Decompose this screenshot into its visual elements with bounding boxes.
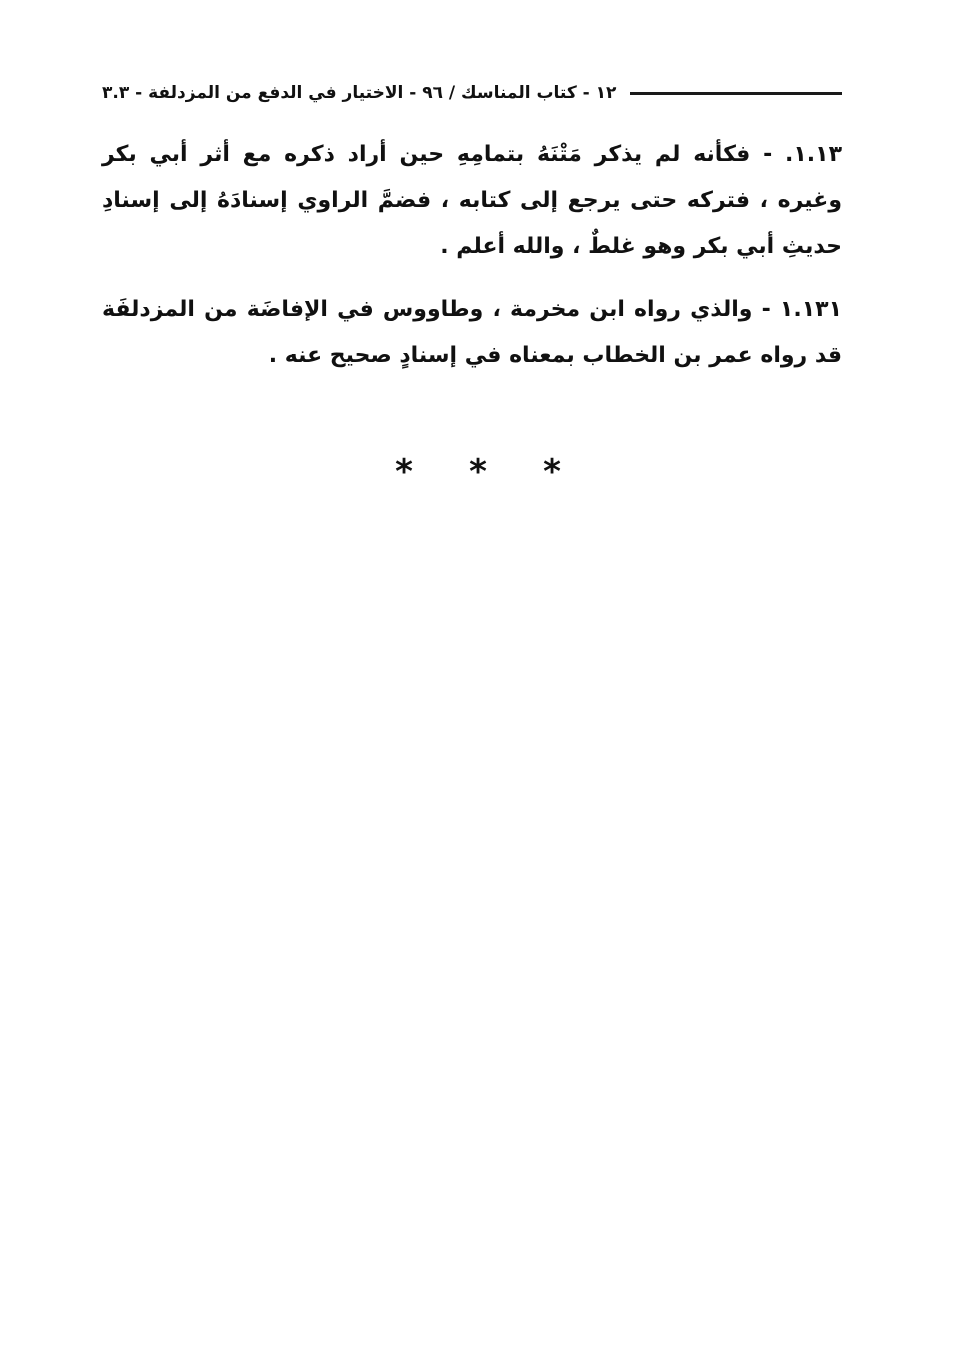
- header-title: ١٢ - كتاب المناسك / ٩٦ - الاختيار في الدفع من المزدلفة - ٣.٣: [102, 82, 617, 103]
- section-separator: [0, 450, 956, 494]
- header-rule: [630, 92, 842, 95]
- running-header: [102, 78, 842, 108]
- paragraph-1: ١.١٣. - فكأنه لم يذكر مَتْنَهُ بتمامِهِ حين أراد ذكره مع أثر أبي بكر وغيره ، فتركه حتى يرجع إلى كتابه ، فضمَّ الراوي إسنادَهُ إلى إسنادِ حديثِ أبي بكر وهو غلطٌ ، والله أعلم .: [102, 142, 842, 259]
- paragraph-2: ١.١٣١ - والذي رواه ابن مخرمة ، وطاووس في الإفاضَة من المزدلفَة قد رواه عمر بن الخطاب بمعناه في إسنادٍ صحيح عنه .: [102, 297, 842, 368]
- separator-star: *: [395, 452, 413, 492]
- separator-star: *: [469, 452, 487, 492]
- separator-star: *: [543, 452, 561, 492]
